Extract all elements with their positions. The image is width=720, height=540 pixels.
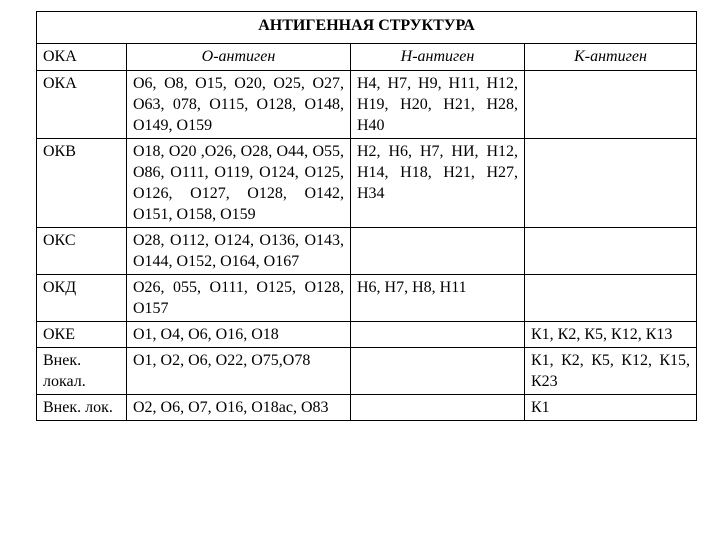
h-antigen-cell: Н2, Н6, Н7, НИ, Н12, Н14, Н18, Н21, Н27, Н34 <box>351 139 525 228</box>
o-antigen-cell: О28, О112, О124, О136, О143, О144, О152, О164, О167 <box>127 228 351 275</box>
antigen-structure-table <box>36 11 697 421</box>
header-k-antigen: К-антиген <box>525 44 697 71</box>
o-antigen-cell: О6, О8, О15, О20, О25, О27, О63, 078, О115, О128, О148, О149, О159 <box>127 71 351 139</box>
group-cell: Внек. локал. <box>37 348 127 395</box>
o-antigen-cell: О2, О6, О7, О16, О18ас, О83 <box>127 395 351 421</box>
h-antigen-cell: Н6, Н7, Н8, Н11 <box>351 275 525 322</box>
group-cell: ОКВ <box>37 139 127 228</box>
table-row <box>37 71 697 139</box>
header-row <box>37 44 697 71</box>
k-antigen-cell <box>525 275 697 322</box>
table-row <box>37 139 697 228</box>
o-antigen-cell: О1, О4, О6, О16, О18 <box>127 322 351 348</box>
k-antigen-cell: К1 <box>525 395 697 421</box>
table-row <box>37 322 697 348</box>
group-cell: ОКС <box>37 228 127 275</box>
table-row <box>37 395 697 421</box>
k-antigen-cell <box>525 228 697 275</box>
group-cell: ОКД <box>37 275 127 322</box>
header-h-antigen: Н-антиген <box>351 44 525 71</box>
k-antigen-cell <box>525 71 697 139</box>
table-title: АНТИГЕННАЯ СТРУКТУРА <box>37 12 697 44</box>
header-group: ОКА <box>37 44 127 71</box>
k-antigen-cell <box>525 139 697 228</box>
table-row <box>37 275 697 322</box>
header-o-antigen: О-антиген <box>127 44 351 71</box>
h-antigen-cell <box>351 395 525 421</box>
group-cell: ОКА <box>37 71 127 139</box>
k-antigen-cell: К1, К2, К5, К12, К15, К23 <box>525 348 697 395</box>
o-antigen-cell: О1, О2, О6, О22, О75,О78 <box>127 348 351 395</box>
group-cell: ОКЕ <box>37 322 127 348</box>
k-antigen-cell: К1, К2, К5, К12, К13 <box>525 322 697 348</box>
h-antigen-cell <box>351 348 525 395</box>
group-cell: Внек. лок. <box>37 395 127 421</box>
h-antigen-cell <box>351 228 525 275</box>
title-row <box>37 12 697 44</box>
table-row <box>37 348 697 395</box>
h-antigen-cell: Н4, Н7, Н9, Н11, Н12, Н19, Н20, Н21, Н28, Н40 <box>351 71 525 139</box>
o-antigen-cell: О26, 055, О111, О125, О128, О157 <box>127 275 351 322</box>
table-row <box>37 228 697 275</box>
o-antigen-cell: О18, О20 ,О26, О28, О44, О55, О86, О111, О119, О124, О125, О126, О127, О128, О142, О151, О158, О159 <box>127 139 351 228</box>
h-antigen-cell <box>351 322 525 348</box>
